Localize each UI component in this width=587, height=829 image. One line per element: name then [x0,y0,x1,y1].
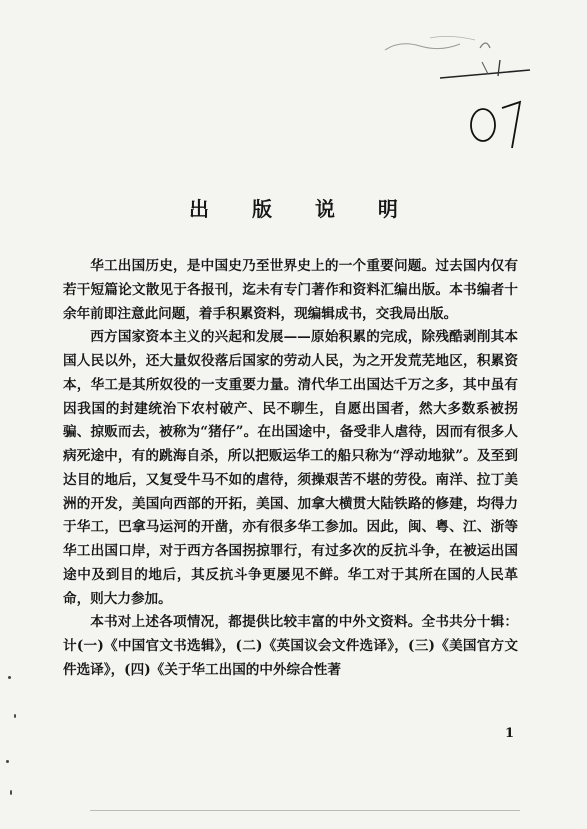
body-text [63,255,518,683]
paragraph: 本书对上述各项情况，都提供比较丰富的中外文资料。全书共分十辑：计(一)《中国官文书选辑》，(二)《英国议会文件选译》，(三)《美国官方文件选译》，(四)《关于华工出国的中外综合性著 [63,614,518,678]
scan-speck [10,790,12,795]
scan-speck [6,760,9,763]
scan-speck [14,714,16,718]
page-title: 出 版 说 明 [189,197,416,221]
paragraph: 华工出国历史，是中国史乃至世界史上的一个重要问题。过去国内仅有若干短篇论文散见于各报刊，迄未有专门著作和资料汇编出版。本书编者十余年前即注意此问题，着手积累资料，现编辑成书，交我局出版。 [63,258,518,322]
scan-speck [8,676,11,679]
page-number: 1 [505,726,515,741]
paragraph: 西方国家资本主义的兴起和发展——原始积累的完成，除残酷剥削其本国人民以外，还大量奴役落后国家的劳动人民，为之开发荒芜地区，积累资本，华工是其所奴役的一支重要力量。清代华工出国达千万之多，其中虽有因我国的封建统治下农村破产、民不聊生，自愿出国者，然大多数系被拐骗、掠贩而去，被称为“猪仔”。在出国途中，备受非人虐待，因而有很多人病死途中，有的跳海自杀，所以把贩运华工的船只称为“浮动地狱”。及至到达目的地后，又复受牛马不如的虐待，须操艰苦不堪的劳役。南洋、拉丁美洲的开发，美国向西部的开拓，美国、加拿大横贯大陆铁路的修建，均得力于华工，巴拿马运河的开凿，亦有很多华工参加。因此，闽、粤、江、浙等华工出国口岸，对于西方各国拐掠罪行，有过多次的反抗斗争，在被运出国途中及到目的地后，其反抗斗争更屡见不鲜。华工对于其所在国的人民革命，则大力参加。 [63,329,518,607]
handwritten-mark-drawing [380,30,560,160]
scan-edge-line [90,810,520,811]
handwritten-catalog-mark [380,30,560,160]
